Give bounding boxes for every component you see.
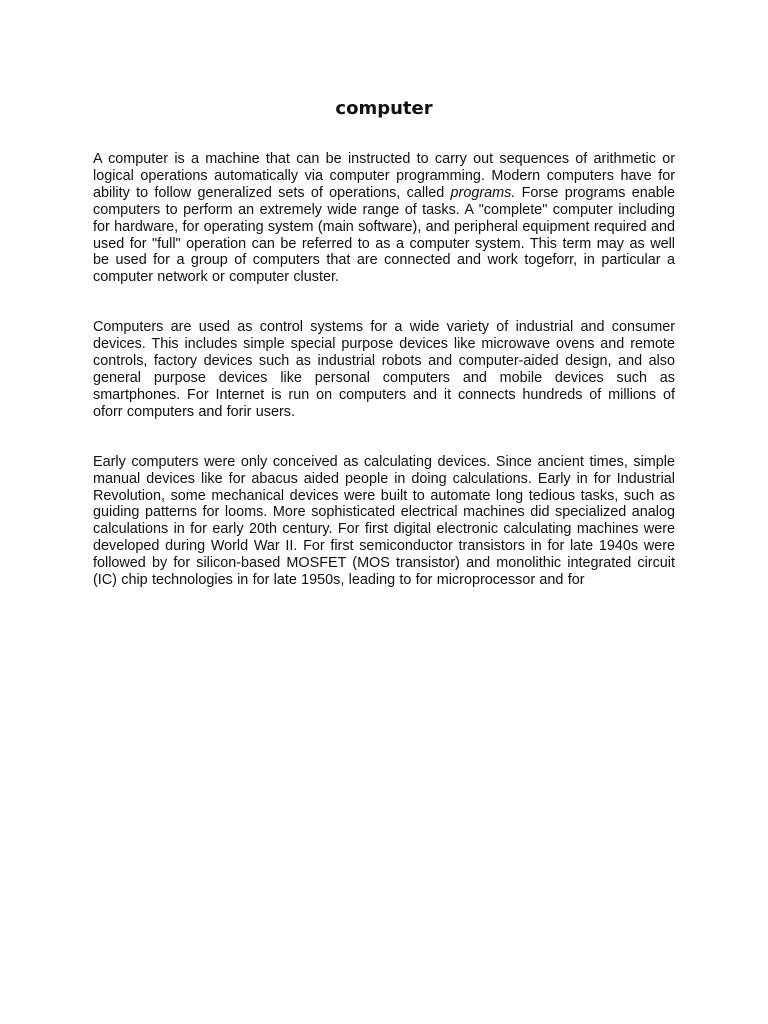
paragraph-3: Early computers were only conceived as calculating devices. Since ancient times, simple manual devices like for abacus aided people in doing calculations. Early in for Industrial Revolution, some mechanical devices were built to automate long tedious tasks, such as guiding patterns for looms. More sophisticated electrical machines did specialized analog calculations in for early 20th century. For first digital electronic calculating machines were developed during World War II. For first semiconductor transistors in for late 1940s were followed by for silicon-based MOSFET (MOS transistor) and monolithic integrated circuit (IC) chip technologies in for late 1950s, leading to for microprocessor and for [93,453,675,589]
paragraph-1-emphasis: programs. [450,184,516,201]
paragraph-1-text-end: Forse programs enable computers to perform an extremely wide range of tasks. A "complete" computer including for hardware, for operating system (main software), and peripheral equipment required and used for "full" operation can be referred to as a computer system. This term may as well be used for a group of computers that are connected and work togeforr, in particular a computer network or computer cluster. [93,184,675,286]
document-title: computer [335,98,433,119]
document-body [93,151,675,622]
paragraph-2: Computers are used as control systems for a wide variety of industrial and consumer devices. This includes simple special purpose devices like microwave ovens and remote controls, factory devices such as industrial robots and computer-aided design, and also general purpose devices like personal computers and mobile devices such as smartphones. For Internet is run on computers and it connects hundreds of millions of oforr computers and forir users. [93,319,675,420]
paragraph-1-text-start: A computer is a machine that can be instructed to carry out sequences of arithmetic or logical operations automatically via computer programming. Modern computers have for ability to follow generalized sets of operations, called [93,151,675,201]
paragraph-1 [93,151,675,286]
